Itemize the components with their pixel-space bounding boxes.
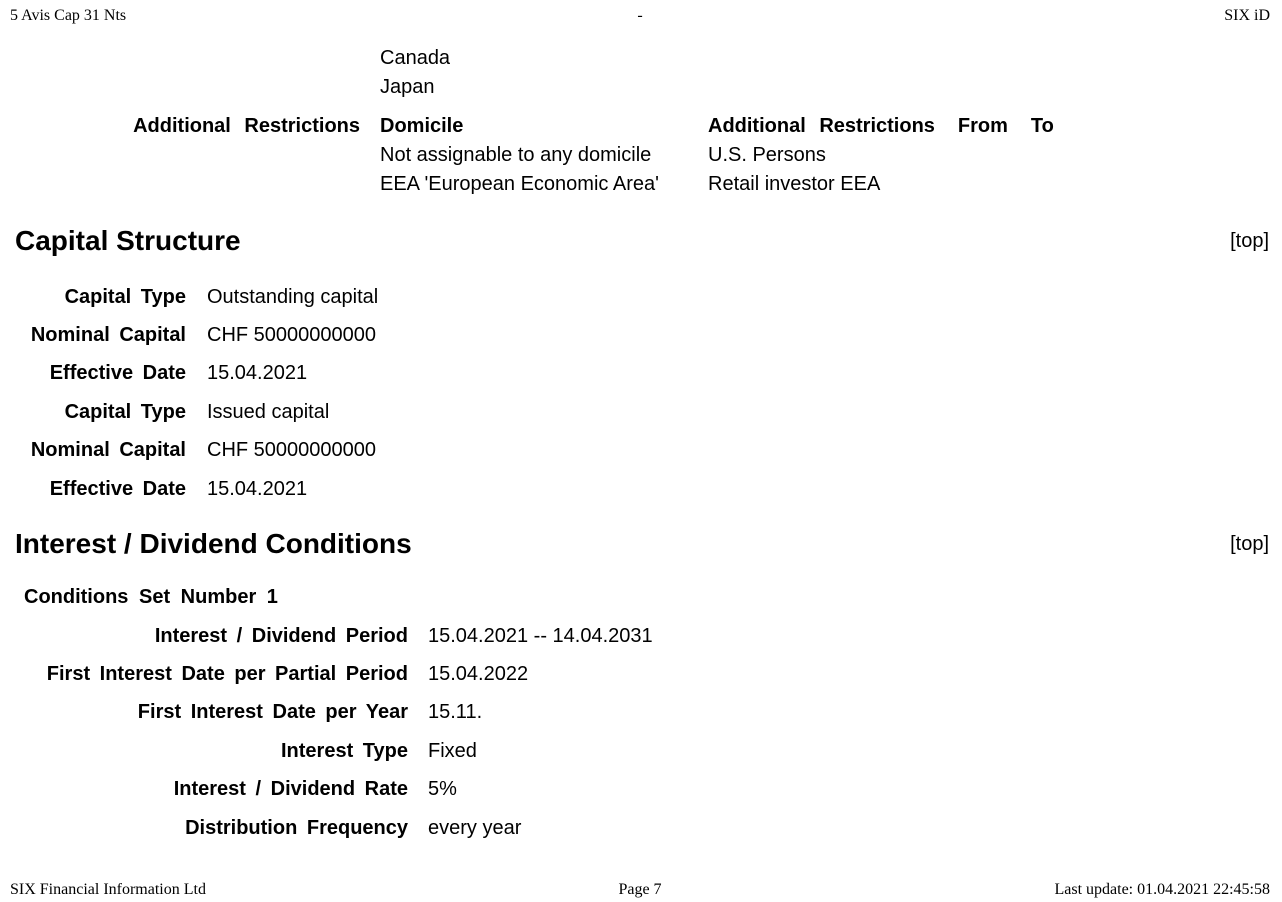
header-center-text: - [637,7,643,24]
field-label: Distribution Frequency [185,816,408,839]
top-link[interactable]: [top] [1230,230,1269,252]
domicile-value: Canada [380,47,451,69]
field-label: Interest / Dividend Rate [173,778,408,801]
table-row [0,694,1282,732]
capital-structure-heading: Capital Structure [15,225,241,256]
field-value: 15.11. [428,701,483,724]
additional-restrictions-label: Additional Restrictions [708,115,935,137]
person-restriction-value: Retail investor EEA [708,173,881,195]
page-number-label: Page 7 [618,881,662,898]
field-label: Effective Date [49,362,186,385]
domicile-value: Japan [380,76,435,98]
field-label: Capital Type [64,285,186,308]
last-update-label: Last update: 01.04.2021 22:45:58 [1054,881,1270,898]
field-value: 15.04.2021 [207,362,308,385]
app-name-label: SIX iD [1224,7,1270,24]
restrictions-left-label-column [0,112,360,141]
field-value: 5% [428,778,457,801]
field-value: every year [428,816,522,839]
table-row [0,771,1282,809]
domicile-column-header: Domicile [380,115,464,137]
table-row [0,432,1282,470]
company-name: SIX Financial Information Ltd [10,881,206,898]
person-restrictions-header-row [708,112,1054,141]
capital-structure-rows [0,278,1282,508]
field-label: Nominal Capital [30,324,186,347]
field-value: Issued capital [207,400,330,423]
field-value: Outstanding capital [207,285,379,308]
table-row [0,355,1282,393]
domicile-restriction-value: EEA 'European Economic Area' [380,173,659,195]
field-value: CHF 50000000000 [207,324,377,347]
table-row [0,470,1282,508]
field-label: Interest Type [281,739,408,762]
person-restrictions-column [708,112,1054,199]
field-value: Fixed [428,739,477,762]
table-row [0,809,1282,847]
conditions-set-title: Conditions Set Number 1 [24,586,278,608]
table-row [0,316,1282,354]
interest-conditions-rows [0,617,1282,847]
document-title: 5 Avis Cap 31 Nts [10,7,127,24]
field-label: Nominal Capital [30,439,186,462]
table-row [0,393,1282,431]
table-row [0,732,1282,770]
top-link[interactable]: [top] [1230,533,1269,555]
field-value: 15.04.2021 -- 14.04.2031 [428,624,653,647]
domicile-restriction-value: Not assignable to any domicile [380,144,652,166]
field-value: CHF 50000000000 [207,439,377,462]
domicile-value-list [380,44,450,102]
field-label: Interest / Dividend Period [154,624,408,647]
interest-dividend-conditions-heading: Interest / Dividend Conditions [15,528,412,559]
table-row [0,617,1282,655]
from-column-header: From [957,115,1008,137]
domicile-restrictions-column [380,112,700,199]
table-row [0,655,1282,693]
field-value: 15.04.2021 [207,477,308,500]
field-label: Capital Type [64,400,186,423]
person-restriction-value: U.S. Persons [708,144,826,166]
field-value: 15.04.2022 [428,663,529,686]
field-label: Effective Date [49,477,186,500]
field-label: First Interest Date per Partial Period [46,663,408,686]
field-label: First Interest Date per Year [137,701,408,724]
table-row [0,278,1282,316]
additional-restrictions-label: Additional Restrictions [133,115,360,137]
to-column-header: To [1030,115,1054,137]
